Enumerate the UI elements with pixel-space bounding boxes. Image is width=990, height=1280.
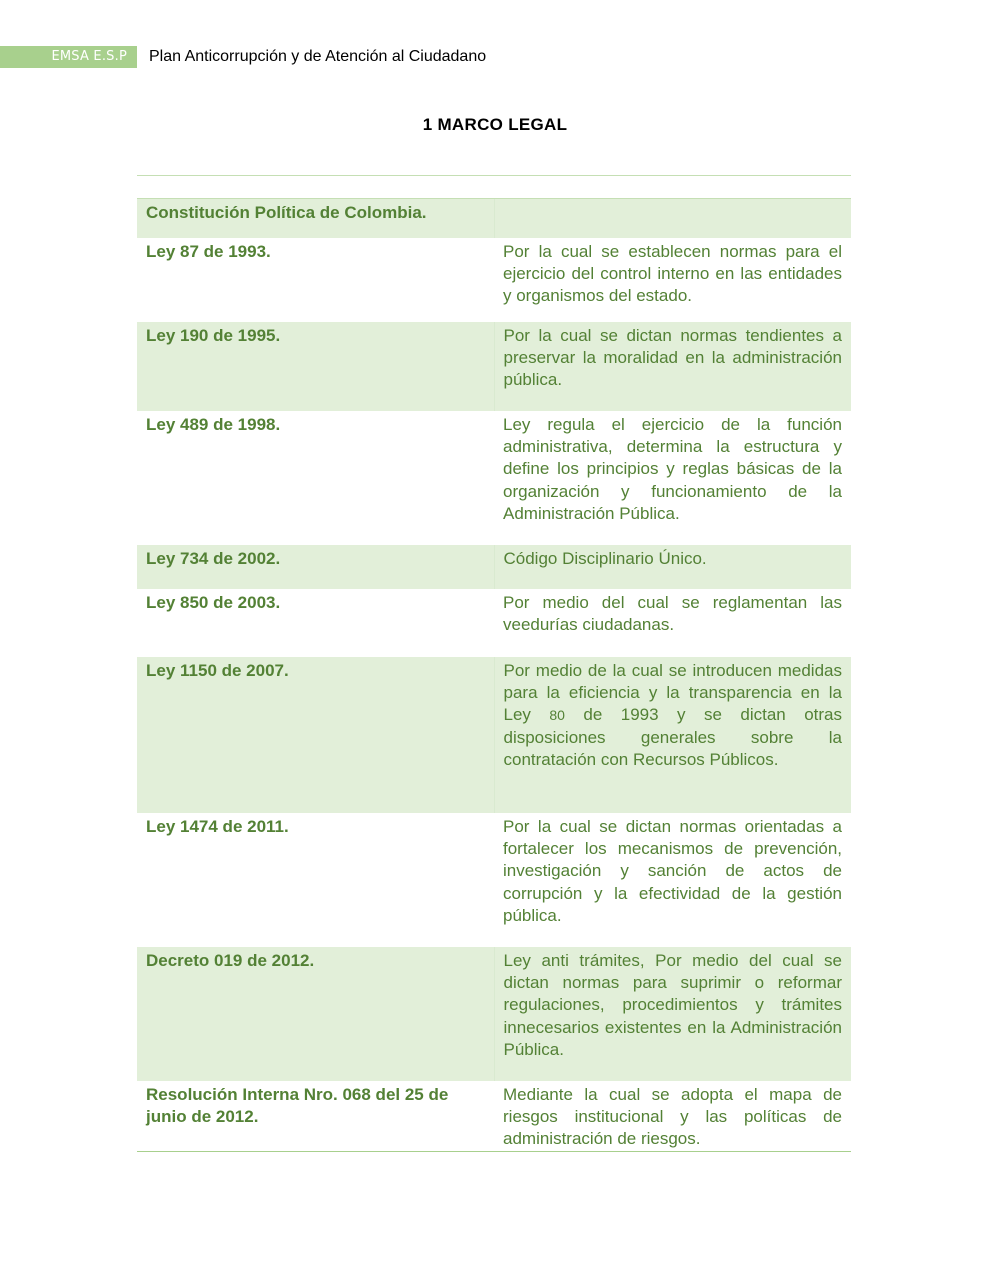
law-name: Ley 489 de 1998.: [146, 414, 281, 434]
law-description: Mediante la cual se adopta el mapa de riesgos institucional y las políticas de administración de riesgos.: [494, 1081, 851, 1152]
section-title: 1 MARCO LEGAL: [422, 115, 568, 134]
document-header-title: Plan Anticorrupción y de Atención al Ciudadano: [149, 48, 487, 65]
law-description: Por la cual se establecen normas para el ejercicio del control interno en las entidades y organismos del estado.: [503, 241, 842, 306]
law-description: Por medio del cual se reglamentan las veedurías ciudadanas.: [503, 592, 842, 634]
law-description: Ley regula el ejercicio de la función administrativa, determina la estructura y define los principios y reglas básicas de la organización y funcionamiento de la Administración Pública.: [503, 414, 842, 524]
table-top-rule: [137, 175, 851, 176]
table-row: [137, 238, 851, 322]
table-row: [137, 947, 851, 1081]
law-name: Ley 190 de 1995.: [137, 322, 494, 411]
law-description: Código Disciplinario Único.: [494, 545, 851, 589]
table-row: [137, 813, 851, 947]
law-name: Resolución Interna Nro. 068 del 25 de junio de 2012.: [137, 1081, 494, 1152]
law-name: Ley 734 de 2002.: [137, 545, 494, 589]
law-description: Por la cual se dictan normas tendientes a preservar la moralidad en la administración pública.: [494, 322, 851, 411]
legal-framework-table: [137, 198, 851, 1152]
law-name: Constitución Política de Colombia.: [137, 199, 494, 238]
table-row: [137, 1081, 851, 1152]
table-row: [137, 657, 851, 813]
table-row: [137, 545, 851, 589]
table-row: [137, 322, 851, 411]
law-description: [494, 199, 851, 238]
law-description: Por medio de la cual se introducen medidas para la eficiencia y la transparencia en la Ley 80 de 1993 y se dictan otras disposiciones generales sobre la contratación con Recursos Públicos.: [494, 657, 851, 813]
organization-badge: [0, 46, 137, 68]
law-description: Por la cual se dictan normas orientadas a fortalecer los mecanismos de prevención, investigación y sanción de actos de corrupción y la efectividad de la gestión pública.: [503, 816, 842, 926]
law-name: Ley 850 de 2003.: [146, 592, 281, 612]
law-name: Decreto 019 de 2012.: [137, 947, 494, 1081]
law-description: Ley anti trámites, Por medio del cual se dictan normas para suprimir o reformar regulaciones, procedimientos y trámites innecesarios existentes en la Administración Pública.: [494, 947, 851, 1081]
table-row: [137, 199, 851, 238]
organization-name: EMSA E.S.P: [51, 49, 127, 64]
table-row: [137, 411, 851, 545]
law-name: Ley 1150 de 2007.: [137, 657, 494, 813]
law-name: Ley 1474 de 2011.: [146, 816, 289, 836]
law-name: Ley 87 de 1993.: [146, 241, 271, 261]
table-row: [137, 589, 851, 657]
